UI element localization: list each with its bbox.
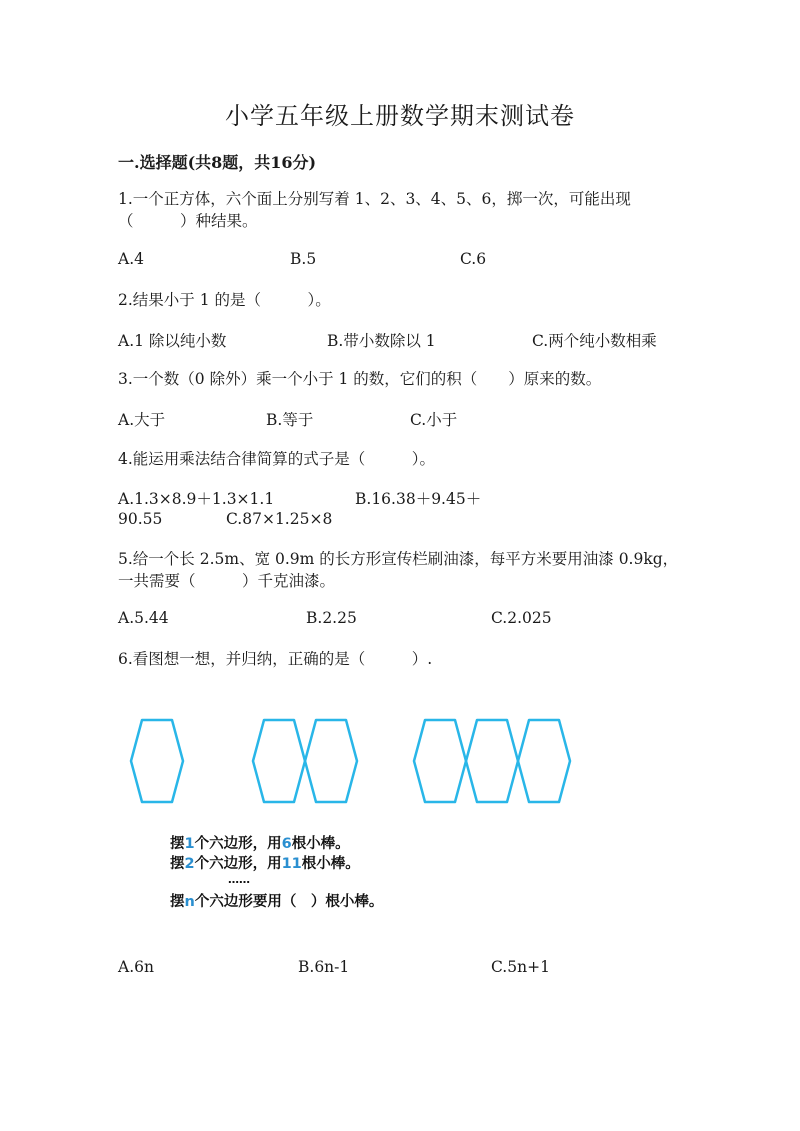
- q6-option-c: C.5n+1: [491, 958, 550, 976]
- question-1-line-2: （ ）种结果。: [118, 212, 258, 230]
- question-5-line-2: 一共需要（ ）千克油漆。: [118, 572, 336, 590]
- q3-option-a: A.大于: [118, 411, 166, 429]
- hexagon-figure: [120, 715, 590, 810]
- q1-option-c: C.6: [460, 250, 487, 268]
- q5-option-a: A.5.44: [118, 609, 169, 627]
- q5-option-c: C.2.025: [491, 609, 552, 627]
- page-title: 小学五年级上册数学期末测试卷: [225, 102, 575, 130]
- q1-option-a: A.4: [118, 250, 144, 268]
- figure-line-1: 摆1个六边形，用6根小棒。: [170, 836, 350, 852]
- question-3: 3.一个数（0 除外）乘一个小于 1 的数，它们的积（ ）原来的数。: [118, 370, 602, 388]
- hexagon-2-1: [253, 720, 305, 802]
- question-6: 6.看图想一想，并归纳，正确的是（ ）.: [118, 650, 433, 668]
- q6-option-a: A.6n: [118, 958, 154, 976]
- figure-line-3: 摆n个六边形要用（ ）根小棒。: [170, 894, 384, 910]
- hexagon-3-3: [518, 720, 570, 802]
- question-4: 4.能运用乘法结合律简算的式子是（ ）。: [118, 450, 436, 468]
- question-5: [118, 548, 678, 592]
- hexagon-3-1: [414, 720, 466, 802]
- hexagon-2-2: [305, 720, 357, 802]
- section-heading: 一.选择题(共8题，共16分): [118, 153, 317, 172]
- question-2: 2.结果小于 1 的是（ ）。: [118, 291, 331, 309]
- q5-option-b: B.2.25: [306, 609, 357, 627]
- figure-line-2: 摆2个六边形，用11根小棒。: [170, 856, 360, 872]
- hexagon-3-2: [466, 720, 518, 802]
- q2-option-a: A.1 除以纯小数: [118, 332, 227, 350]
- question-5-line-1: 5.给一个长 2.5m、宽 0.9m 的长方形宣传栏刷油漆，每平方米要用油漆 0.9kg，: [118, 550, 679, 568]
- q4-option-b-continued: 90.55: [118, 510, 163, 528]
- q3-option-c: C.小于: [410, 411, 458, 429]
- q2-option-b: B.带小数除以 1: [327, 332, 436, 350]
- q6-option-b: B.6n-1: [298, 958, 350, 976]
- q2-option-c: C.两个纯小数相乘: [532, 332, 657, 350]
- q4-option-a: A.1.3×8.9＋1.3×1.1: [118, 490, 275, 508]
- q1-option-b: B.5: [290, 250, 317, 268]
- q4-option-c: C.87×1.25×8: [226, 510, 333, 528]
- question-1-line-1: 1.一个正方体，六个面上分别写着 1、2、3、4、5、6，掷一次，可能出现: [118, 190, 631, 208]
- q3-option-b: B.等于: [266, 411, 314, 429]
- q4-option-b: B.16.38＋9.45＋: [355, 490, 482, 508]
- hexagon-1-1: [131, 720, 183, 802]
- figure-dots: ……: [228, 873, 250, 886]
- question-1: [118, 188, 631, 232]
